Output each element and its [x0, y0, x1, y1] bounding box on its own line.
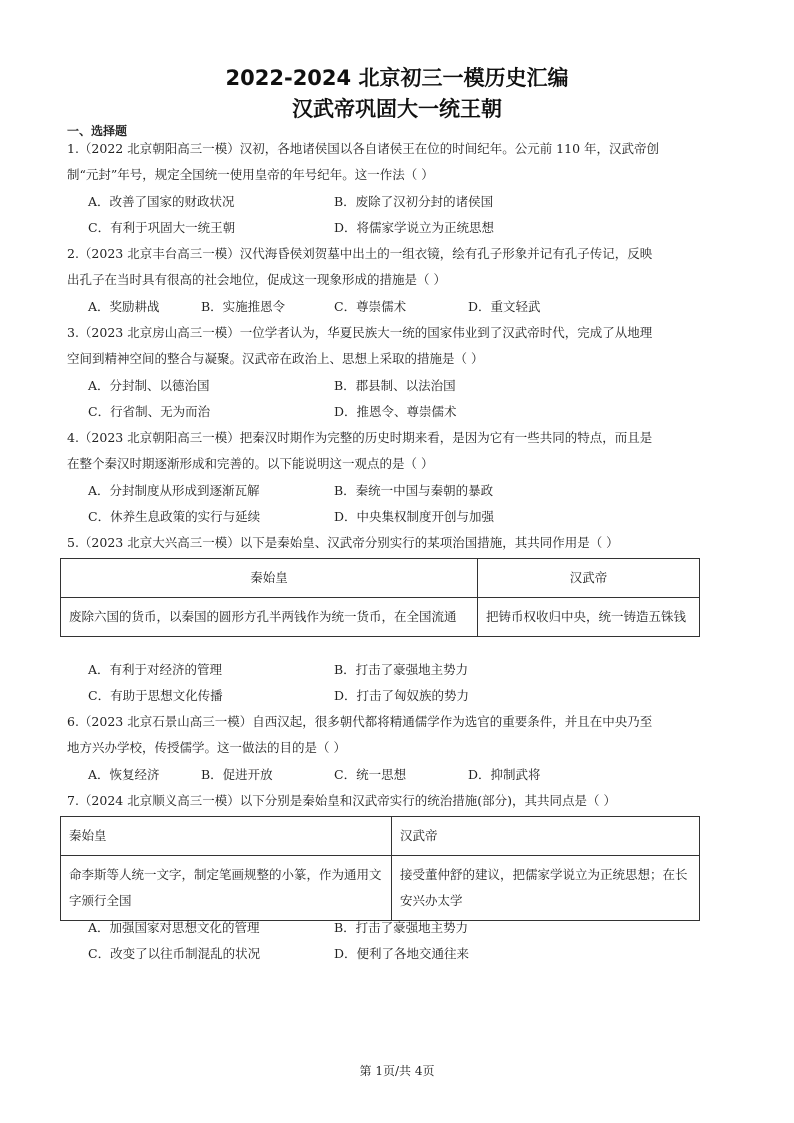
q1-stem-line1: 1.（2022 北京朝阳高三一模）汉初，各地诸侯国以各自诸侯王在位的时间纪年。公元前 110 年，汉武帝创 — [67, 141, 660, 156]
q2-option-d: D．重文轻武 — [468, 299, 541, 314]
q2-option-c: C．尊崇儒术 — [334, 299, 407, 314]
q5-table-cell-qin: 废除六国的货币，以秦国的圆形方孔半两钱作为统一货币，在全国流通 — [61, 598, 478, 637]
q6-option-c: C．统一思想 — [334, 767, 407, 782]
q2-stem-line1: 2.（2023 北京丰台高三一模）汉代海昏侯刘贺墓中出土的一组衣镜，绘有孔子形象并记有孔子传记，反映 — [67, 246, 653, 261]
q7-stem-line1: 7.（2024 北京顺义高三一模）以下分别是秦始皇和汉武帝实行的统治措施(部分)，其共同点是（ ） — [67, 793, 616, 808]
q4-stem-line1: 4.（2023 北京朝阳高三一模）把秦汉时期作为完整的历史时期来看，是因为它有一些共同的特点，而且是 — [67, 430, 653, 445]
section-heading: 一、选择题 — [67, 124, 128, 138]
q5-option-c: C．有助于思想文化传播 — [88, 688, 223, 703]
table-row — [61, 856, 700, 921]
q7-table-header-han: 汉武帝 — [392, 817, 700, 856]
q2-stem-line2: 出孔子在当时具有很高的社会地位，促成这一现象形成的措施是（ ） — [67, 272, 446, 287]
page-footer: 第 1页/共 4页 — [359, 1064, 435, 1078]
q5-comparison-table — [60, 558, 700, 637]
q7-comparison-table — [60, 816, 700, 921]
table-row — [61, 598, 700, 637]
q5-table-cell-han: 把铸币权收归中央，统一铸造五铢钱 — [478, 598, 700, 637]
q7-option-b: B．打击了豪强地主势力 — [334, 920, 469, 935]
q4-option-b: B．秦统一中国与秦朝的暴政 — [334, 483, 494, 498]
table-row — [61, 559, 700, 598]
q1-option-d: D．将儒家学说立为正统思想 — [334, 220, 495, 235]
q2-option-b: B．实施推恩令 — [201, 299, 286, 314]
q6-option-d: D．抑制武将 — [468, 767, 541, 782]
q7-option-d: D．便利了各地交通往来 — [334, 946, 470, 961]
document-subtitle: 汉武帝巩固大一统王朝 — [292, 97, 502, 121]
q5-stem-line1: 5.（2023 北京大兴高三一模）以下是秦始皇、汉武帝分别实行的某项治国措施，其共同作用是（ ） — [67, 535, 619, 550]
q3-stem-line1: 3.（2023 北京房山高三一模）一位学者认为，华夏民族大一统的国家伟业到了汉武帝时代，完成了从地理 — [67, 325, 653, 340]
q5-option-b: B．打击了豪强地主势力 — [334, 662, 469, 677]
q5-option-a: A．有利于对经济的管理 — [88, 662, 223, 677]
q3-option-c: C．行省制、无为而治 — [88, 404, 211, 419]
q3-option-d: D．推恩令、尊崇儒术 — [334, 404, 457, 419]
q5-table-header-qin: 秦始皇 — [61, 559, 478, 598]
q5-option-d: D．打击了匈奴族的势力 — [334, 688, 470, 703]
q1-option-a: A．改善了国家的财政状况 — [88, 194, 235, 209]
q4-stem-line2: 在整个秦汉时期逐渐形成和完善的。以下能说明这一观点的是（ ） — [67, 456, 434, 471]
q7-table-header-qin: 秦始皇 — [61, 817, 392, 856]
q1-option-c: C．有利于巩固大一统王朝 — [88, 220, 236, 235]
q2-option-a: A．奖励耕战 — [88, 299, 160, 314]
q6-option-b: B．促进开放 — [201, 767, 273, 782]
q4-option-a: A．分封制度从形成到逐渐瓦解 — [88, 483, 260, 498]
q1-option-b: B．废除了汉初分封的诸侯国 — [334, 194, 494, 209]
q7-option-c: C．改变了以往币制混乱的状况 — [88, 946, 261, 961]
q7-option-a: A．加强国家对思想文化的管理 — [88, 920, 260, 935]
q7-table-cell-han: 接受董仲舒的建议，把儒家学说立为正统思想；在长安兴办太学 — [392, 856, 700, 921]
q7-table-cell-qin: 命李斯等人统一文字，制定笔画规整的小篆，作为通用文字颁行全国 — [61, 856, 392, 921]
q3-option-a: A．分封制、以德治国 — [88, 378, 210, 393]
q3-option-b: B．郡县制、以法治国 — [334, 378, 456, 393]
q1-stem-line2: 制“元封”年号，规定全国统一使用皇帝的年号纪年。这一作法（ ） — [67, 167, 434, 182]
q3-stem-line2: 空间到精神空间的整合与凝聚。汉武帝在政治上、思想上采取的措施是（ ） — [67, 351, 484, 366]
q6-option-a: A．恢复经济 — [88, 767, 160, 782]
document-title: 2022-2024 北京初三一模历史汇编 — [225, 66, 569, 90]
q4-option-d: D．中央集权制度开创与加强 — [334, 509, 495, 524]
q5-table-header-han: 汉武帝 — [478, 559, 700, 598]
table-row — [61, 817, 700, 856]
q6-stem-line2: 地方兴办学校，传授儒学。这一做法的目的是（ ） — [67, 740, 346, 755]
q6-stem-line1: 6.（2023 北京石景山高三一模）自西汉起，很多朝代都将精通儒学作为选官的重要条件，并且在中央乃至 — [67, 714, 653, 729]
q4-option-c: C．休养生息政策的实行与延续 — [88, 509, 261, 524]
